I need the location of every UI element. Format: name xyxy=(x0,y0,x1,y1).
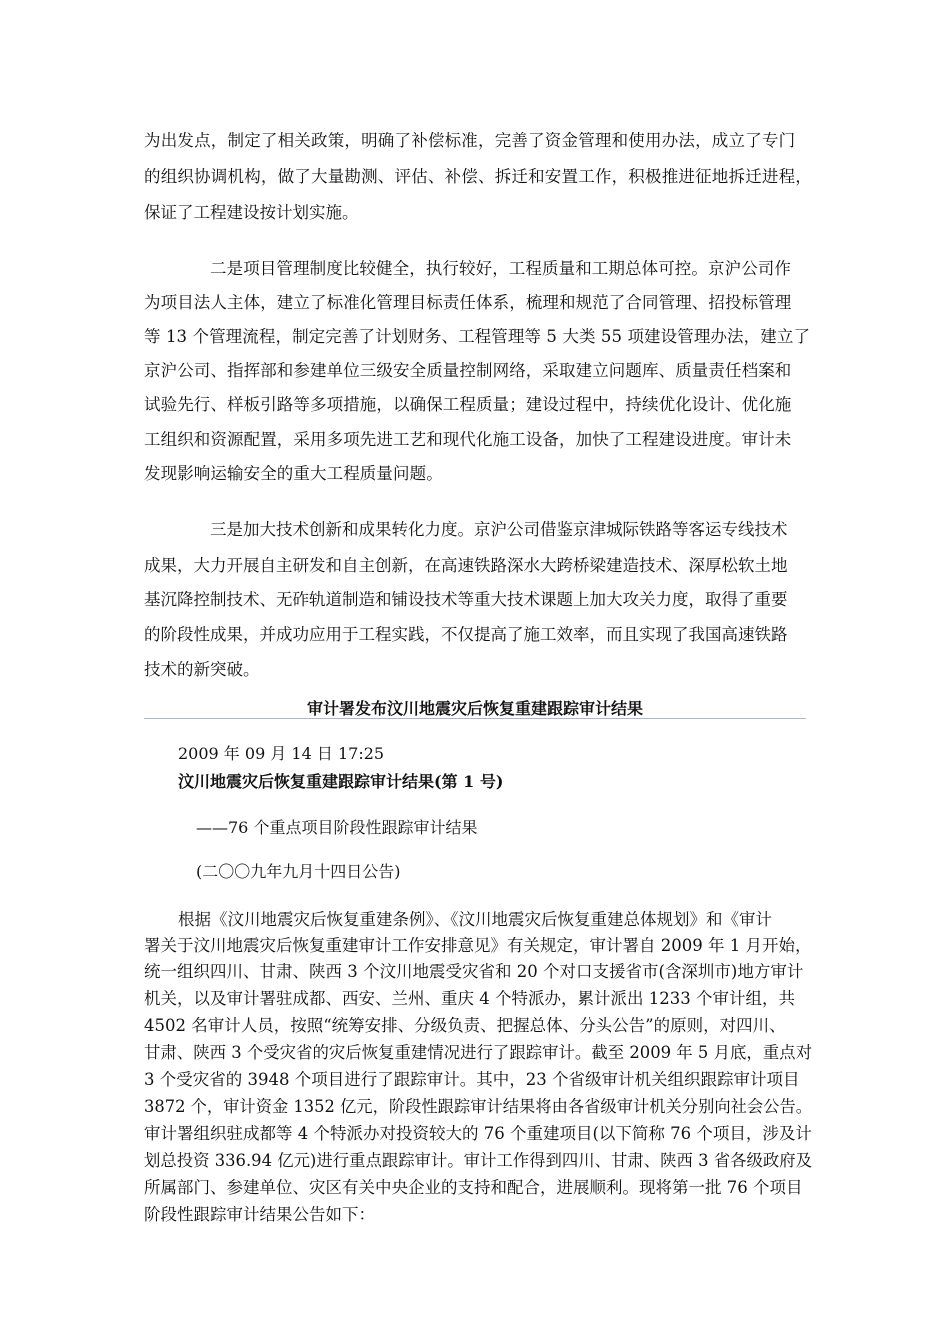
paragraph-line: 根据《汶川地震灾后恢复重建条例》、《汶川地震灾后恢复重建总体规划》和《审计 xyxy=(178,910,772,929)
paragraph-line: 审计署组织驻成都等 4 个特派办对投资较大的 76 个重建项目(以下简称 76 个项目，涉及计 xyxy=(144,1124,812,1143)
paragraph-line: 成果，大力开展自主研发和自主创新，在高速铁路深水大跨桥梁建造技术、深厚松软土地 xyxy=(144,556,788,575)
paragraph-line: 京沪公司、指挥部和参建单位三级安全质量控制网络，采取建立问题库、质量责任档案和 xyxy=(144,361,792,380)
paragraph-line: 甘肃、陕西 3 个受灾省的灾后恢复重建情况进行了跟踪审计。截至 2009 年 5 月底，重点对 xyxy=(144,1043,813,1062)
paragraph-line: 保证了工程建设按计划实施。 xyxy=(144,203,359,222)
paragraph-line: 技术的新突破。 xyxy=(144,660,260,679)
paragraph-line: 试验先行、样板引路等多项措施，以确保工程质量；建设过程中，持续优化设计、优化施 xyxy=(144,395,792,414)
paragraph-line: 阶段性跟踪审计结果公告如下： xyxy=(144,1205,375,1224)
paragraph-line: 基沉降控制技术、无砟轨道制造和铺设技术等重大技术课题上加大攻关力度，取得了重要 xyxy=(144,590,788,609)
announcement-date: (二〇〇九年九月十四日公告) xyxy=(196,862,401,881)
paragraph-line: 4502 名审计人员，按照“统筹安排、分级负责、把握总体、分头公告”的原则，对四川、 xyxy=(144,1016,786,1035)
paragraph-line: 的组织协调机构，做了大量勘测、评估、补偿、拆迁和安置工作，积极推进征地拆迁进程， xyxy=(144,167,812,186)
paragraph-line: 所属部门、参建单位、灾区有关中央企业的支持和配合，进展顺利。现将第一批 76 个项目 xyxy=(144,1178,803,1197)
paragraph-line: 的阶段性成果，并成功应用于工程实践，不仅提高了施工效率，而且实现了我国高速铁路 xyxy=(144,625,788,644)
paragraph-line: 二是项目管理制度比较健全，执行较好，工程质量和工期总体可控。京沪公司作 xyxy=(210,259,791,278)
paragraph-line: 划总投资 336.94 亿元)进行重点跟踪审计。审计工作得到四川、甘肃、陕西 3 省各级政府及 xyxy=(144,1151,812,1170)
paragraph-line: 工组织和资源配置，采用多项先进工艺和现代化施工设备，加快了工程建设进度。审计未 xyxy=(144,430,792,449)
paragraph-line: 署关于汶川地震灾后恢复重建审计工作安排意见》有关规定，审计署自 2009 年 1 月开始， xyxy=(144,936,812,955)
paragraph-line: 统一组织四川、甘肃、陕西 3 个汶川地震受灾省和 20 个对口支援省市(含深圳市)地方审计 xyxy=(144,962,804,981)
title-divider xyxy=(144,718,806,719)
paragraph-line: 为出发点，制定了相关政策，明确了补偿标准，完善了资金管理和使用办法，成立了专门 xyxy=(144,131,796,150)
paragraph-line: 3872 个，审计资金 1352 亿元，阶段性跟踪审计结果将由各省级审计机关分别向社会公告。 xyxy=(144,1097,813,1116)
article-subtitle: 汶川地震灾后恢复重建跟踪审计结果(第 1 号) xyxy=(178,772,504,791)
article-subtitle-dash: ——76 个重点项目阶段性跟踪审计结果 xyxy=(196,818,478,837)
paragraph-line: 为项目法人主体，建立了标准化管理目标责任体系，梳理和规范了合同管理、招投标管理 xyxy=(144,293,792,312)
paragraph-line: 三是加大技术创新和成果转化力度。京沪公司借鉴京津城际铁路等客运专线技术 xyxy=(210,520,788,539)
article-title: 审计署发布汶川地震灾后恢复重建跟踪审计结果 xyxy=(306,699,643,718)
paragraph-line: 等 13 个管理流程，制定完善了计划财务、工程管理等 5 大类 55 项建设管理办法，建立了 xyxy=(144,327,811,346)
paragraph-line: 3 个受灾省的 3948 个项目进行了跟踪审计。其中，23 个省级审计机关组织跟踪审计项目 xyxy=(144,1070,800,1089)
article-datetime: 2009 年 09 月 14 日 17:25 xyxy=(178,744,385,763)
paragraph-line: 发现影响运输安全的重大工程质量问题。 xyxy=(144,464,443,483)
paragraph-line: 机关，以及审计署驻成都、西安、兰州、重庆 4 个特派办，累计派出 1233 个审计组，共 xyxy=(144,989,795,1008)
